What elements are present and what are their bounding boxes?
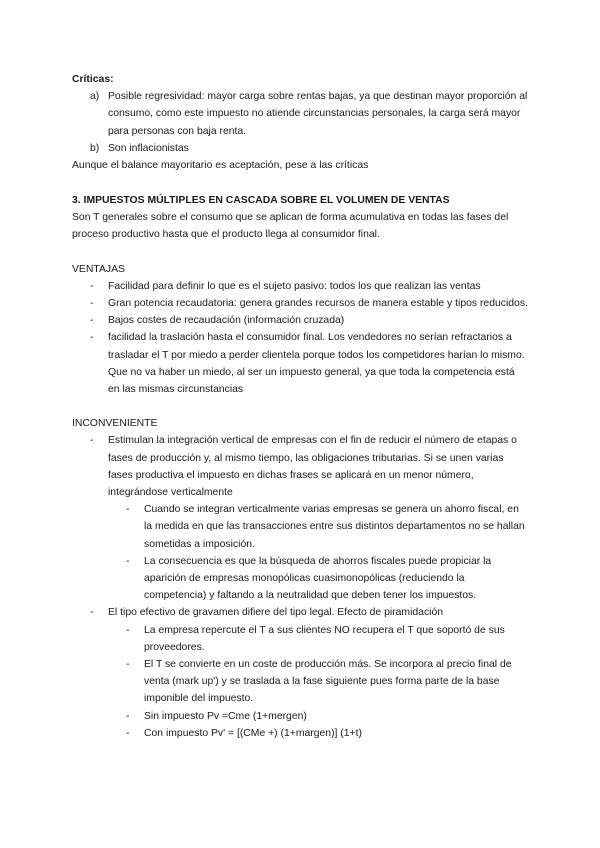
dash-bullet: - — [126, 624, 130, 636]
list-marker: b) — [90, 142, 100, 154]
inconveniente-title: INCONVENIENTE — [72, 418, 158, 430]
list-item-text: El tipo efectivo de gravamen difiere del tipo legal. Efecto de piramidación — [108, 607, 444, 619]
list-item-text: Facilidad para definir lo que es el sujeto pasivo: todos los que realizan las ventas — [108, 280, 481, 292]
dash-bullet: - — [90, 332, 94, 344]
list-item-text: Cuando se integran verticalmente varias empresas se genera un ahorro fiscal, en la medida en que las transacciones entre sus distintos departamentos no se hallan sometidas a imposición. — [144, 504, 525, 550]
section-intro: Son T generales sobre el consumo que se aplican de forma acumulativa en todas las fases del proceso productivo hasta que el producto llega al consumidor final. — [72, 212, 509, 241]
criticas-item-a — [90, 88, 528, 140]
list-item — [90, 312, 528, 329]
dash-bullet: - — [126, 555, 130, 567]
list-item-text: La consecuencia es que la búsqueda de ahorros fiscales puede propiciar la aparición de empresas monopólicas cuasimonopólicas (reduciendo la competencia) y faltando a la neutralidad que deben tener los impuestos. — [144, 555, 492, 602]
list-item — [90, 329, 528, 398]
section-heading: 3. IMPUESTOS MÚLTIPLES EN CASCADA SOBRE EL VOLUMEN DE VENTAS — [72, 195, 450, 206]
criticas-item-b — [90, 140, 528, 157]
criticas-title: Críticas: — [72, 74, 114, 85]
dash-bullet: - — [90, 298, 94, 310]
list-item-text: Posible regresividad: mayor carga sobre rentas bajas, ya que destinan mayor proporción al consumo, como este impuesto no atiende circunstancias personales, la carga será mayor para personas con baja renta. — [108, 91, 528, 137]
sub-list-item — [126, 553, 528, 605]
dash-bullet: - — [90, 280, 94, 292]
dash-bullet: - — [126, 659, 130, 671]
sub-list-item — [126, 708, 528, 725]
list-item-text: Son inflacionistas — [108, 142, 189, 154]
list-item-text: Sin impuesto Pv =Cme (1+mergen) — [144, 710, 307, 722]
sub-list-item — [126, 622, 528, 656]
sub-list-item — [126, 656, 528, 708]
list-item-text: Estimulan la integración vertical de empresas con el fin de reducir el número de etapas o fases de producción y, al mismo tiempo, las obligaciones tributarias. Si se unen varias fases productiva el impuesto en dichas frases se aplicará en un menor número, integrándose verticalmente — [108, 435, 517, 499]
dash-bullet: - — [90, 315, 94, 327]
list-item-text: Con impuesto Pv' = [(CMe +) (1+margen)] (1+t) — [144, 727, 362, 739]
list-item — [90, 604, 528, 621]
criticas-section — [72, 71, 528, 174]
list-item — [90, 432, 528, 501]
sub-list-item — [126, 725, 528, 742]
ventajas-title: VENTAJAS — [72, 263, 125, 275]
list-item-text: Gran potencia recaudatoria: genera grandes recursos de manera estable y tipos reducidos. — [108, 298, 528, 310]
list-item-text: La empresa repercute el T a sus clientes NO recupera el T que soportó de sus proveedores. — [144, 624, 505, 653]
dash-bullet: - — [90, 435, 94, 447]
list-item-text: Bajos costes de recaudación (información cruzada) — [108, 315, 345, 327]
dash-bullet: - — [126, 710, 130, 722]
list-item — [90, 295, 528, 312]
section-3 — [72, 192, 528, 742]
dash-bullet: - — [126, 504, 130, 516]
dash-bullet: - — [126, 727, 130, 739]
list-item — [90, 278, 528, 295]
dash-bullet: - — [90, 607, 94, 619]
list-item-text: facilidad la traslación hasta el consumidor final. Los vendedores no serían refractarios a trasladar el T por miedo a perder clientela porque todos los competidores harían lo mismo. Que no va haber un miedo, al ser un impuesto general, ya que toda la competencia está en las mismas circunstancias — [108, 332, 525, 396]
criticas-conclusion: Aunque el balance mayoritario es aceptación, pese a las críticas — [72, 160, 369, 172]
sub-list-item — [126, 501, 528, 553]
list-marker: a) — [90, 91, 100, 103]
list-item-text: El T se convierte en un coste de producción más. Se incorpora al precio final de venta (mark up') y se traslada a la fase siguiente pues forma parte de la base imponible del impuesto. — [144, 659, 512, 705]
